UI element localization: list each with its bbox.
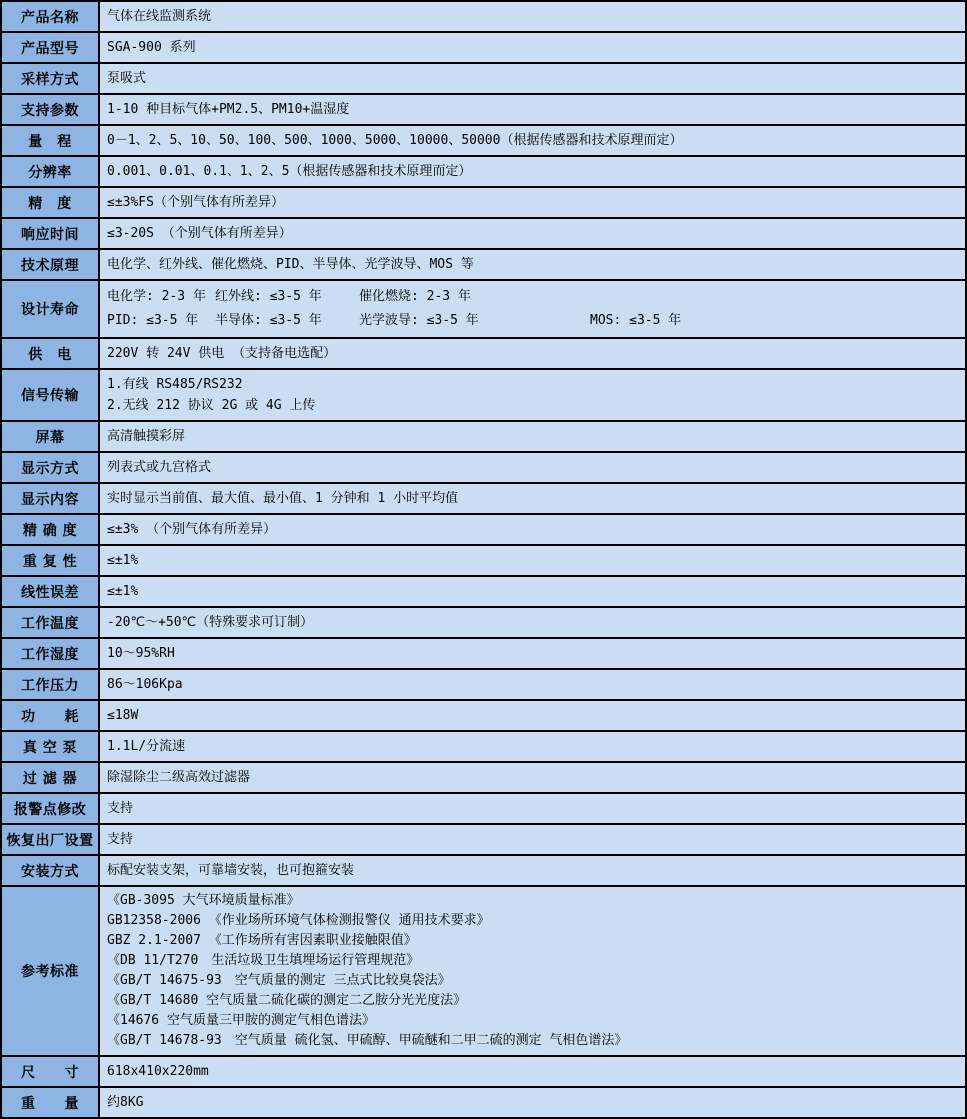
table-row xyxy=(1,63,966,94)
row-label: 屏幕 xyxy=(1,421,99,452)
table-row xyxy=(1,94,966,125)
table-row xyxy=(1,607,966,638)
table-row xyxy=(1,514,966,545)
row-value: 0－1、2、5、10、50、100、500、1000、5000、10000、50000（根据传感器和技术原理而定） xyxy=(99,125,966,156)
row-label: 尺 寸 xyxy=(1,1056,99,1087)
table-row xyxy=(1,731,966,762)
row-label: 技术原理 xyxy=(1,249,99,280)
table-row xyxy=(1,855,966,886)
lifespan-cell: 光学波导: ≤3-5 年 xyxy=(359,313,479,328)
row-label: 信号传输 xyxy=(1,369,99,421)
row-value: 高清触摸彩屏 xyxy=(99,421,966,452)
row-label: 显示方式 xyxy=(1,452,99,483)
table-row xyxy=(1,421,966,452)
row-label: 精 度 xyxy=(1,187,99,218)
row-value: 0.001、0.01、0.1、1、2、5（根据传感器和技术原理而定） xyxy=(99,156,966,187)
value-line: 2.无线 212 协议 2G 或 4G 上传 xyxy=(107,398,316,413)
row-label: 线性误差 xyxy=(1,576,99,607)
row-label: 功 耗 xyxy=(1,700,99,731)
table-row xyxy=(1,545,966,576)
table-row xyxy=(1,369,966,421)
row-value: 标配安装支架，可靠墙安装，也可抱箍安装 xyxy=(99,855,966,886)
row-label: 安装方式 xyxy=(1,855,99,886)
table-row xyxy=(1,762,966,793)
table-row xyxy=(1,638,966,669)
table-row xyxy=(1,886,966,1056)
row-value: 约8KG xyxy=(99,1087,966,1118)
value-line: 《GB-3095 大气环境质量标准》 xyxy=(107,893,300,908)
row-label: 重 量 xyxy=(1,1087,99,1118)
value-line: 《GB/T 14675-93 空气质量的测定 三点式比较臭袋法》 xyxy=(107,973,451,988)
table-row xyxy=(1,793,966,824)
row-value: -20℃～+50℃（特殊要求可订制） xyxy=(99,607,966,638)
row-label: 参考标准 xyxy=(1,886,99,1056)
table-row xyxy=(1,218,966,249)
value-line: GB12358-2006 《作业场所环境气体检测报警仪 通用技术要求》 xyxy=(107,913,490,928)
row-value: ≤±1% xyxy=(99,576,966,607)
row-label: 产品型号 xyxy=(1,32,99,63)
table-row xyxy=(1,824,966,855)
row-label: 量 程 xyxy=(1,125,99,156)
lifespan-cell: 催化燃烧: 2-3 年 xyxy=(359,289,471,304)
row-value: ≤18W xyxy=(99,700,966,731)
row-value: 泵吸式 xyxy=(99,63,966,94)
value-line: 《GB/T 14678-93 空气质量 硫化氢、甲硫醇、甲硫醚和二甲二硫的测定 气相色谱法》 xyxy=(107,1033,628,1048)
table-row xyxy=(1,1,966,32)
row-value xyxy=(99,886,966,1056)
row-value: 220V 转 24V 供电 （支持备电选配） xyxy=(99,338,966,369)
table-row xyxy=(1,280,966,338)
row-value: SGA-900 系列 xyxy=(99,32,966,63)
table-row xyxy=(1,1087,966,1118)
table-row xyxy=(1,576,966,607)
row-value: 电化学、红外线、催化燃烧、PID、半导体、光学波导、MOS 等 xyxy=(99,249,966,280)
row-value: 1-10 种目标气体+PM2.5、PM10+温湿度 xyxy=(99,94,966,125)
row-value: 86～106Kpa xyxy=(99,669,966,700)
table-row xyxy=(1,483,966,514)
row-label: 工作湿度 xyxy=(1,638,99,669)
row-label: 响应时间 xyxy=(1,218,99,249)
table-row xyxy=(1,452,966,483)
row-value xyxy=(99,280,966,338)
row-label: 真 空 泵 xyxy=(1,731,99,762)
lifespan-line xyxy=(107,285,961,309)
row-label: 支持参数 xyxy=(1,94,99,125)
value-line: 1.有线 RS485/RS232 xyxy=(107,377,243,392)
row-value: 1.1L/分流速 xyxy=(99,731,966,762)
table-row xyxy=(1,249,966,280)
table-row xyxy=(1,669,966,700)
row-label: 产品名称 xyxy=(1,1,99,32)
row-label: 重 复 性 xyxy=(1,545,99,576)
row-label: 采样方式 xyxy=(1,63,99,94)
lifespan-line xyxy=(107,309,961,333)
row-value: 支持 xyxy=(99,793,966,824)
row-value: ≤±1% xyxy=(99,545,966,576)
table-row xyxy=(1,1056,966,1087)
row-label: 分辨率 xyxy=(1,156,99,187)
row-value: 618x410x220mm xyxy=(99,1056,966,1087)
lifespan-cell: 红外线: ≤3-5 年 xyxy=(215,289,322,304)
table-row xyxy=(1,700,966,731)
row-value: 列表式或九宫格式 xyxy=(99,452,966,483)
row-label: 设计寿命 xyxy=(1,280,99,338)
value-line: 《DB 11/T270 生活垃圾卫生填埋场运行管理规范》 xyxy=(107,953,420,968)
value-line: 《14676 空气质量三甲胺的测定气相色谱法》 xyxy=(107,1013,375,1028)
spec-table-body xyxy=(1,1,966,1118)
row-value: 支持 xyxy=(99,824,966,855)
row-label: 供 电 xyxy=(1,338,99,369)
row-value: 气体在线监测系统 xyxy=(99,1,966,32)
row-label: 报警点修改 xyxy=(1,793,99,824)
row-label: 显示内容 xyxy=(1,483,99,514)
table-row xyxy=(1,187,966,218)
row-label: 工作温度 xyxy=(1,607,99,638)
row-value: 除湿除尘二级高效过滤器 xyxy=(99,762,966,793)
table-row xyxy=(1,32,966,63)
row-label: 精 确 度 xyxy=(1,514,99,545)
row-value: 10～95%RH xyxy=(99,638,966,669)
row-value: 实时显示当前值、最大值、最小值、1 分钟和 1 小时平均值 xyxy=(99,483,966,514)
lifespan-cell: 半导体: ≤3-5 年 xyxy=(215,313,322,328)
row-label: 工作压力 xyxy=(1,669,99,700)
row-label: 恢复出厂设置 xyxy=(1,824,99,855)
table-row xyxy=(1,156,966,187)
row-value: ≤3-20S （个别气体有所差异） xyxy=(99,218,966,249)
row-value: ≤±3%FS（个别气体有所差异） xyxy=(99,187,966,218)
lifespan-cell: MOS: ≤3-5 年 xyxy=(590,313,682,328)
row-value xyxy=(99,369,966,421)
value-line: 《GB/T 14680 空气质量二硫化碳的测定二乙胺分光光度法》 xyxy=(107,993,467,1008)
lifespan-cell: 电化学: 2-3 年 xyxy=(107,289,206,304)
row-label: 过 滤 器 xyxy=(1,762,99,793)
row-value: ≤±3% （个别气体有所差异） xyxy=(99,514,966,545)
value-line: GBZ 2.1-2007 《工作场所有害因素职业接触限值》 xyxy=(107,933,417,948)
table-row xyxy=(1,338,966,369)
lifespan-cell: PID: ≤3-5 年 xyxy=(107,313,199,328)
table-row xyxy=(1,125,966,156)
